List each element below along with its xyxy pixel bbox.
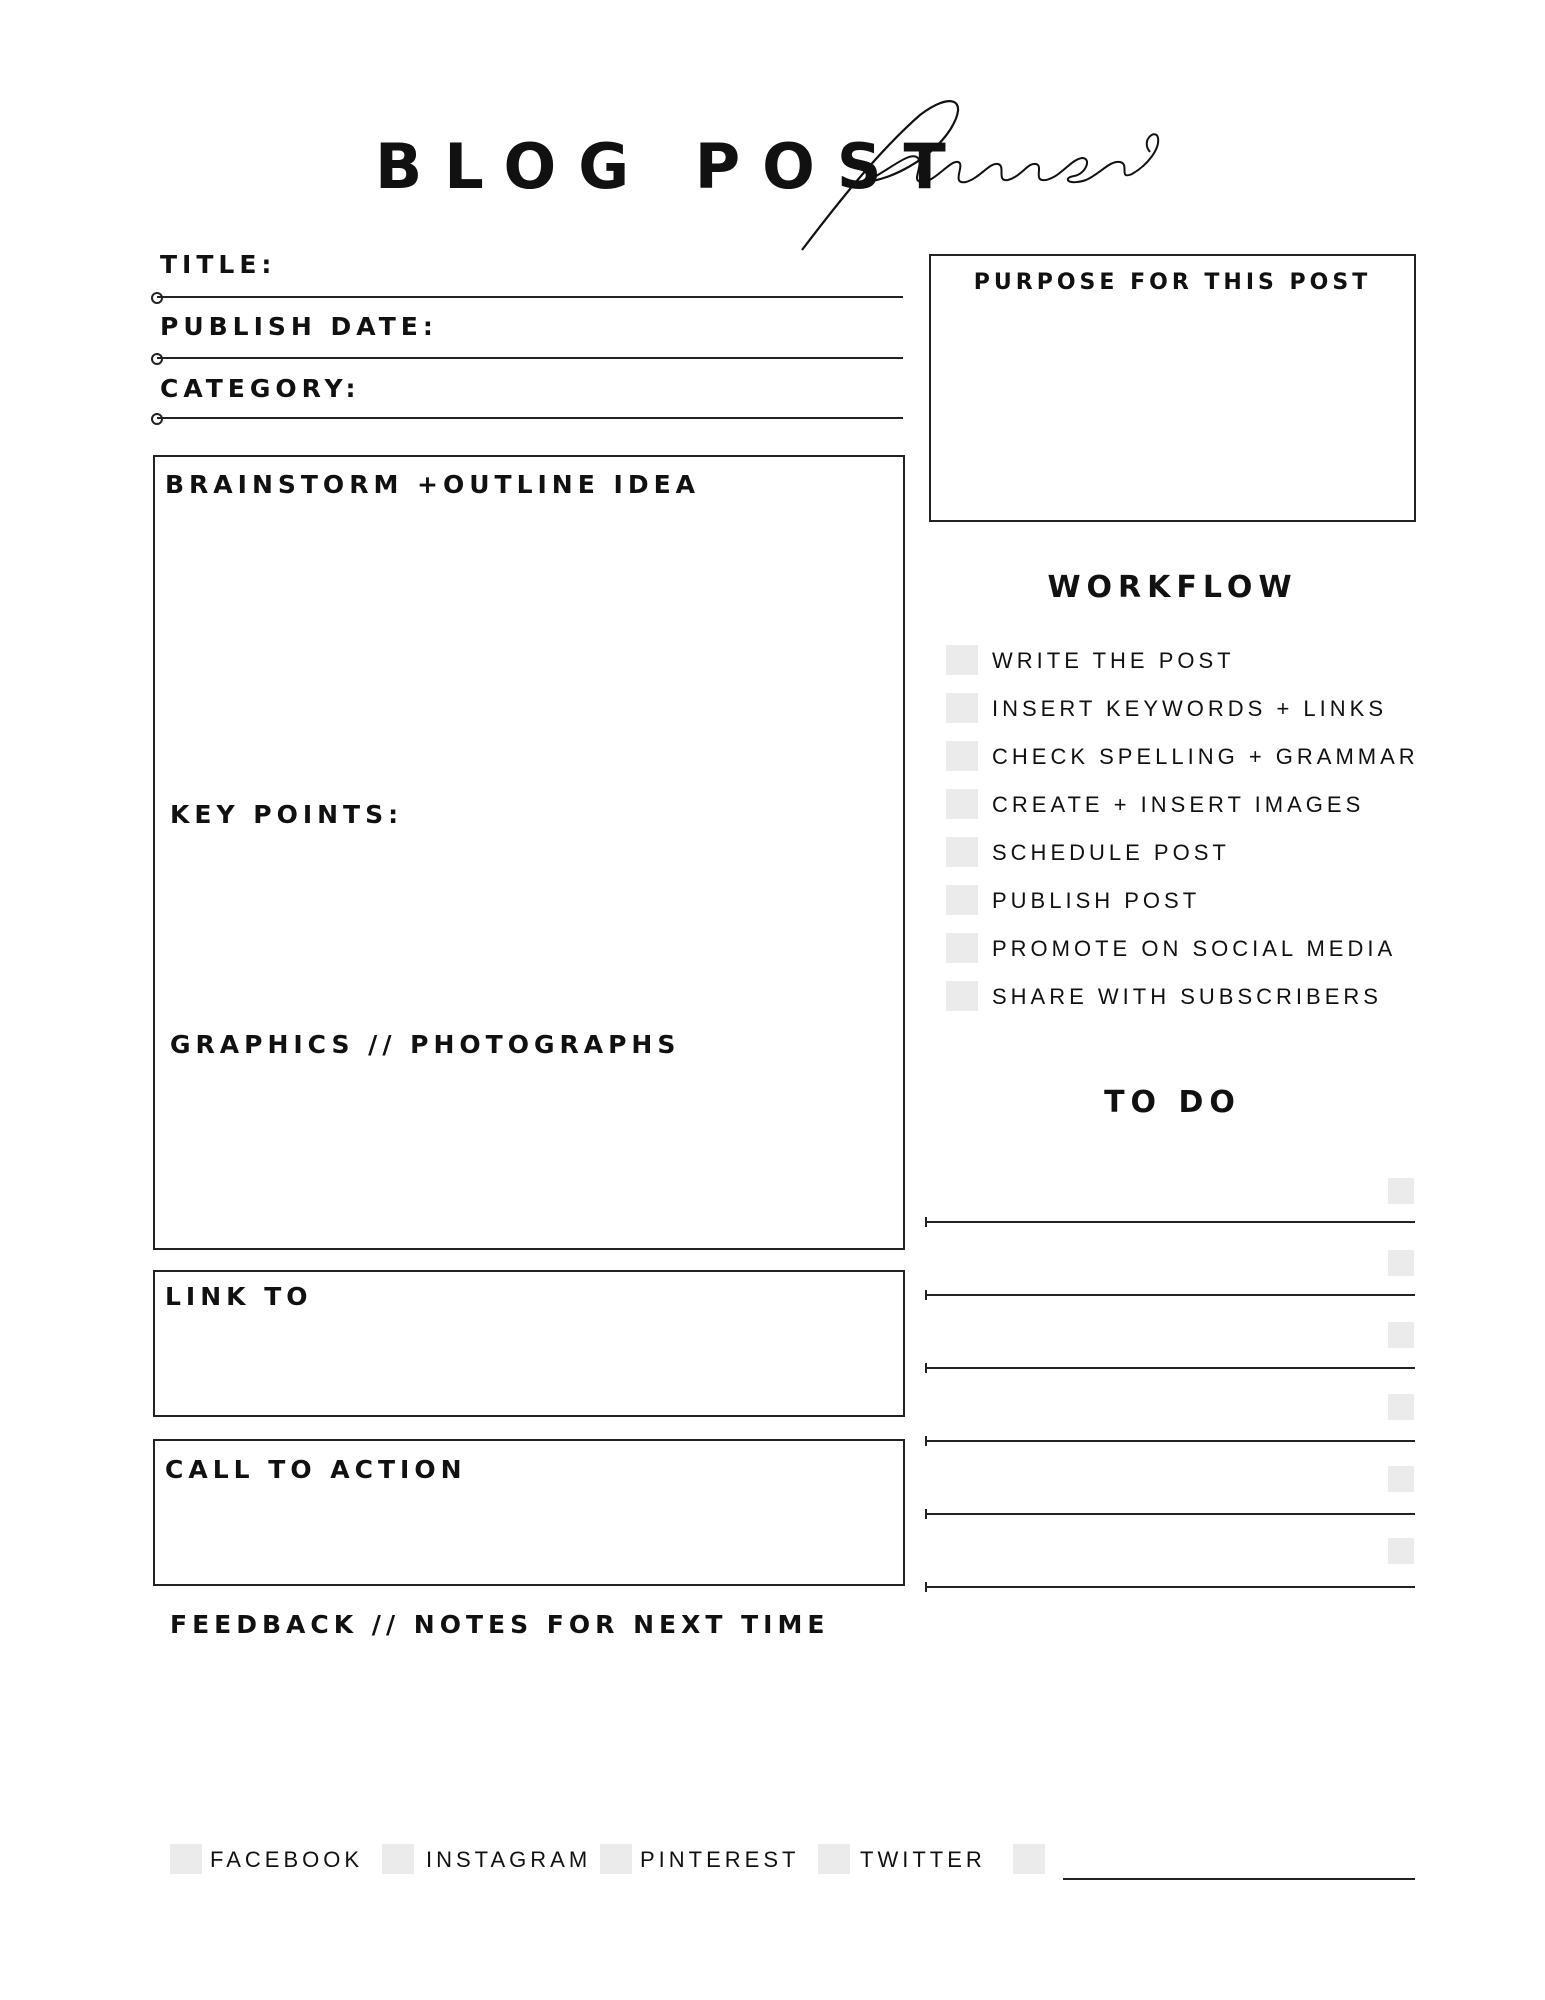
workflow-item: SCHEDULE POST bbox=[992, 840, 1230, 865]
link-to-heading: LINK TO bbox=[165, 1282, 313, 1311]
todo-line[interactable] bbox=[925, 1586, 1415, 1588]
workflow-item: PUBLISH POST bbox=[992, 888, 1201, 913]
workflow-item: PROMOTE ON SOCIAL MEDIA bbox=[992, 936, 1397, 961]
workflow-item: INSERT KEYWORDS + LINKS bbox=[992, 696, 1387, 721]
category-line-dot bbox=[151, 413, 163, 425]
title-label: TITLE: bbox=[160, 250, 277, 279]
title-input-line[interactable] bbox=[157, 296, 903, 298]
social-label-facebook: FACEBOOK bbox=[210, 1847, 364, 1872]
todo-line[interactable] bbox=[925, 1513, 1415, 1515]
workflow-checkbox[interactable] bbox=[946, 789, 978, 819]
feedback-heading: FEEDBACK // NOTES FOR NEXT TIME bbox=[170, 1610, 830, 1639]
publish-date-label: PUBLISH DATE: bbox=[160, 312, 438, 341]
todo-heading: TO DO bbox=[1104, 1085, 1241, 1120]
todo-line[interactable] bbox=[925, 1221, 1415, 1223]
social-checkbox-facebook[interactable] bbox=[170, 1844, 202, 1874]
brainstorm-box[interactable] bbox=[153, 455, 905, 1250]
category-input-line[interactable] bbox=[157, 417, 903, 419]
workflow-checkbox[interactable] bbox=[946, 741, 978, 771]
workflow-heading: WORKFLOW bbox=[1047, 570, 1298, 605]
social-checkbox-pinterest[interactable] bbox=[600, 1844, 632, 1874]
social-label-pinterest: PINTEREST bbox=[640, 1847, 800, 1872]
social-other-input-line[interactable] bbox=[1063, 1878, 1415, 1880]
page-title: BLOG POST bbox=[375, 130, 968, 203]
title-line-dot bbox=[151, 292, 163, 304]
workflow-item: CREATE + INSERT IMAGES bbox=[992, 792, 1365, 817]
workflow-checkbox[interactable] bbox=[946, 885, 978, 915]
social-checkbox-twitter[interactable] bbox=[818, 1844, 850, 1874]
todo-line[interactable] bbox=[925, 1294, 1415, 1296]
todo-checkbox[interactable] bbox=[1388, 1322, 1414, 1348]
workflow-checkbox[interactable] bbox=[946, 933, 978, 963]
purpose-heading: PURPOSE FOR THIS POST bbox=[973, 270, 1372, 295]
workflow-checkbox[interactable] bbox=[946, 693, 978, 723]
workflow-checkbox[interactable] bbox=[946, 981, 978, 1011]
social-label-instagram: INSTAGRAM bbox=[426, 1847, 592, 1872]
workflow-item: CHECK SPELLING + GRAMMAR bbox=[992, 744, 1419, 769]
todo-checkbox[interactable] bbox=[1388, 1250, 1414, 1276]
planner-script-logo bbox=[800, 90, 1180, 260]
social-checkbox-other[interactable] bbox=[1013, 1844, 1045, 1874]
todo-line[interactable] bbox=[925, 1440, 1415, 1442]
category-label: CATEGORY: bbox=[160, 374, 361, 403]
workflow-item: WRITE THE POST bbox=[992, 648, 1235, 673]
graphics-label: GRAPHICS // PHOTOGRAPHS bbox=[170, 1030, 681, 1059]
workflow-item: SHARE WITH SUBSCRIBERS bbox=[992, 984, 1382, 1009]
todo-line[interactable] bbox=[925, 1367, 1415, 1369]
publish-date-input-line[interactable] bbox=[157, 357, 903, 359]
social-label-twitter: TWITTER bbox=[860, 1847, 986, 1872]
key-points-label: KEY POINTS: bbox=[170, 800, 404, 829]
social-checkbox-instagram[interactable] bbox=[382, 1844, 414, 1874]
brainstorm-heading: BRAINSTORM +OUTLINE IDEA bbox=[165, 470, 700, 499]
todo-checkbox[interactable] bbox=[1388, 1394, 1414, 1420]
todo-checkbox[interactable] bbox=[1388, 1466, 1414, 1492]
workflow-checkbox[interactable] bbox=[946, 645, 978, 675]
call-to-action-heading: CALL TO ACTION bbox=[165, 1455, 467, 1484]
todo-checkbox[interactable] bbox=[1388, 1178, 1414, 1204]
todo-checkbox[interactable] bbox=[1388, 1538, 1414, 1564]
publish-date-line-dot bbox=[151, 353, 163, 365]
workflow-checkbox[interactable] bbox=[946, 837, 978, 867]
